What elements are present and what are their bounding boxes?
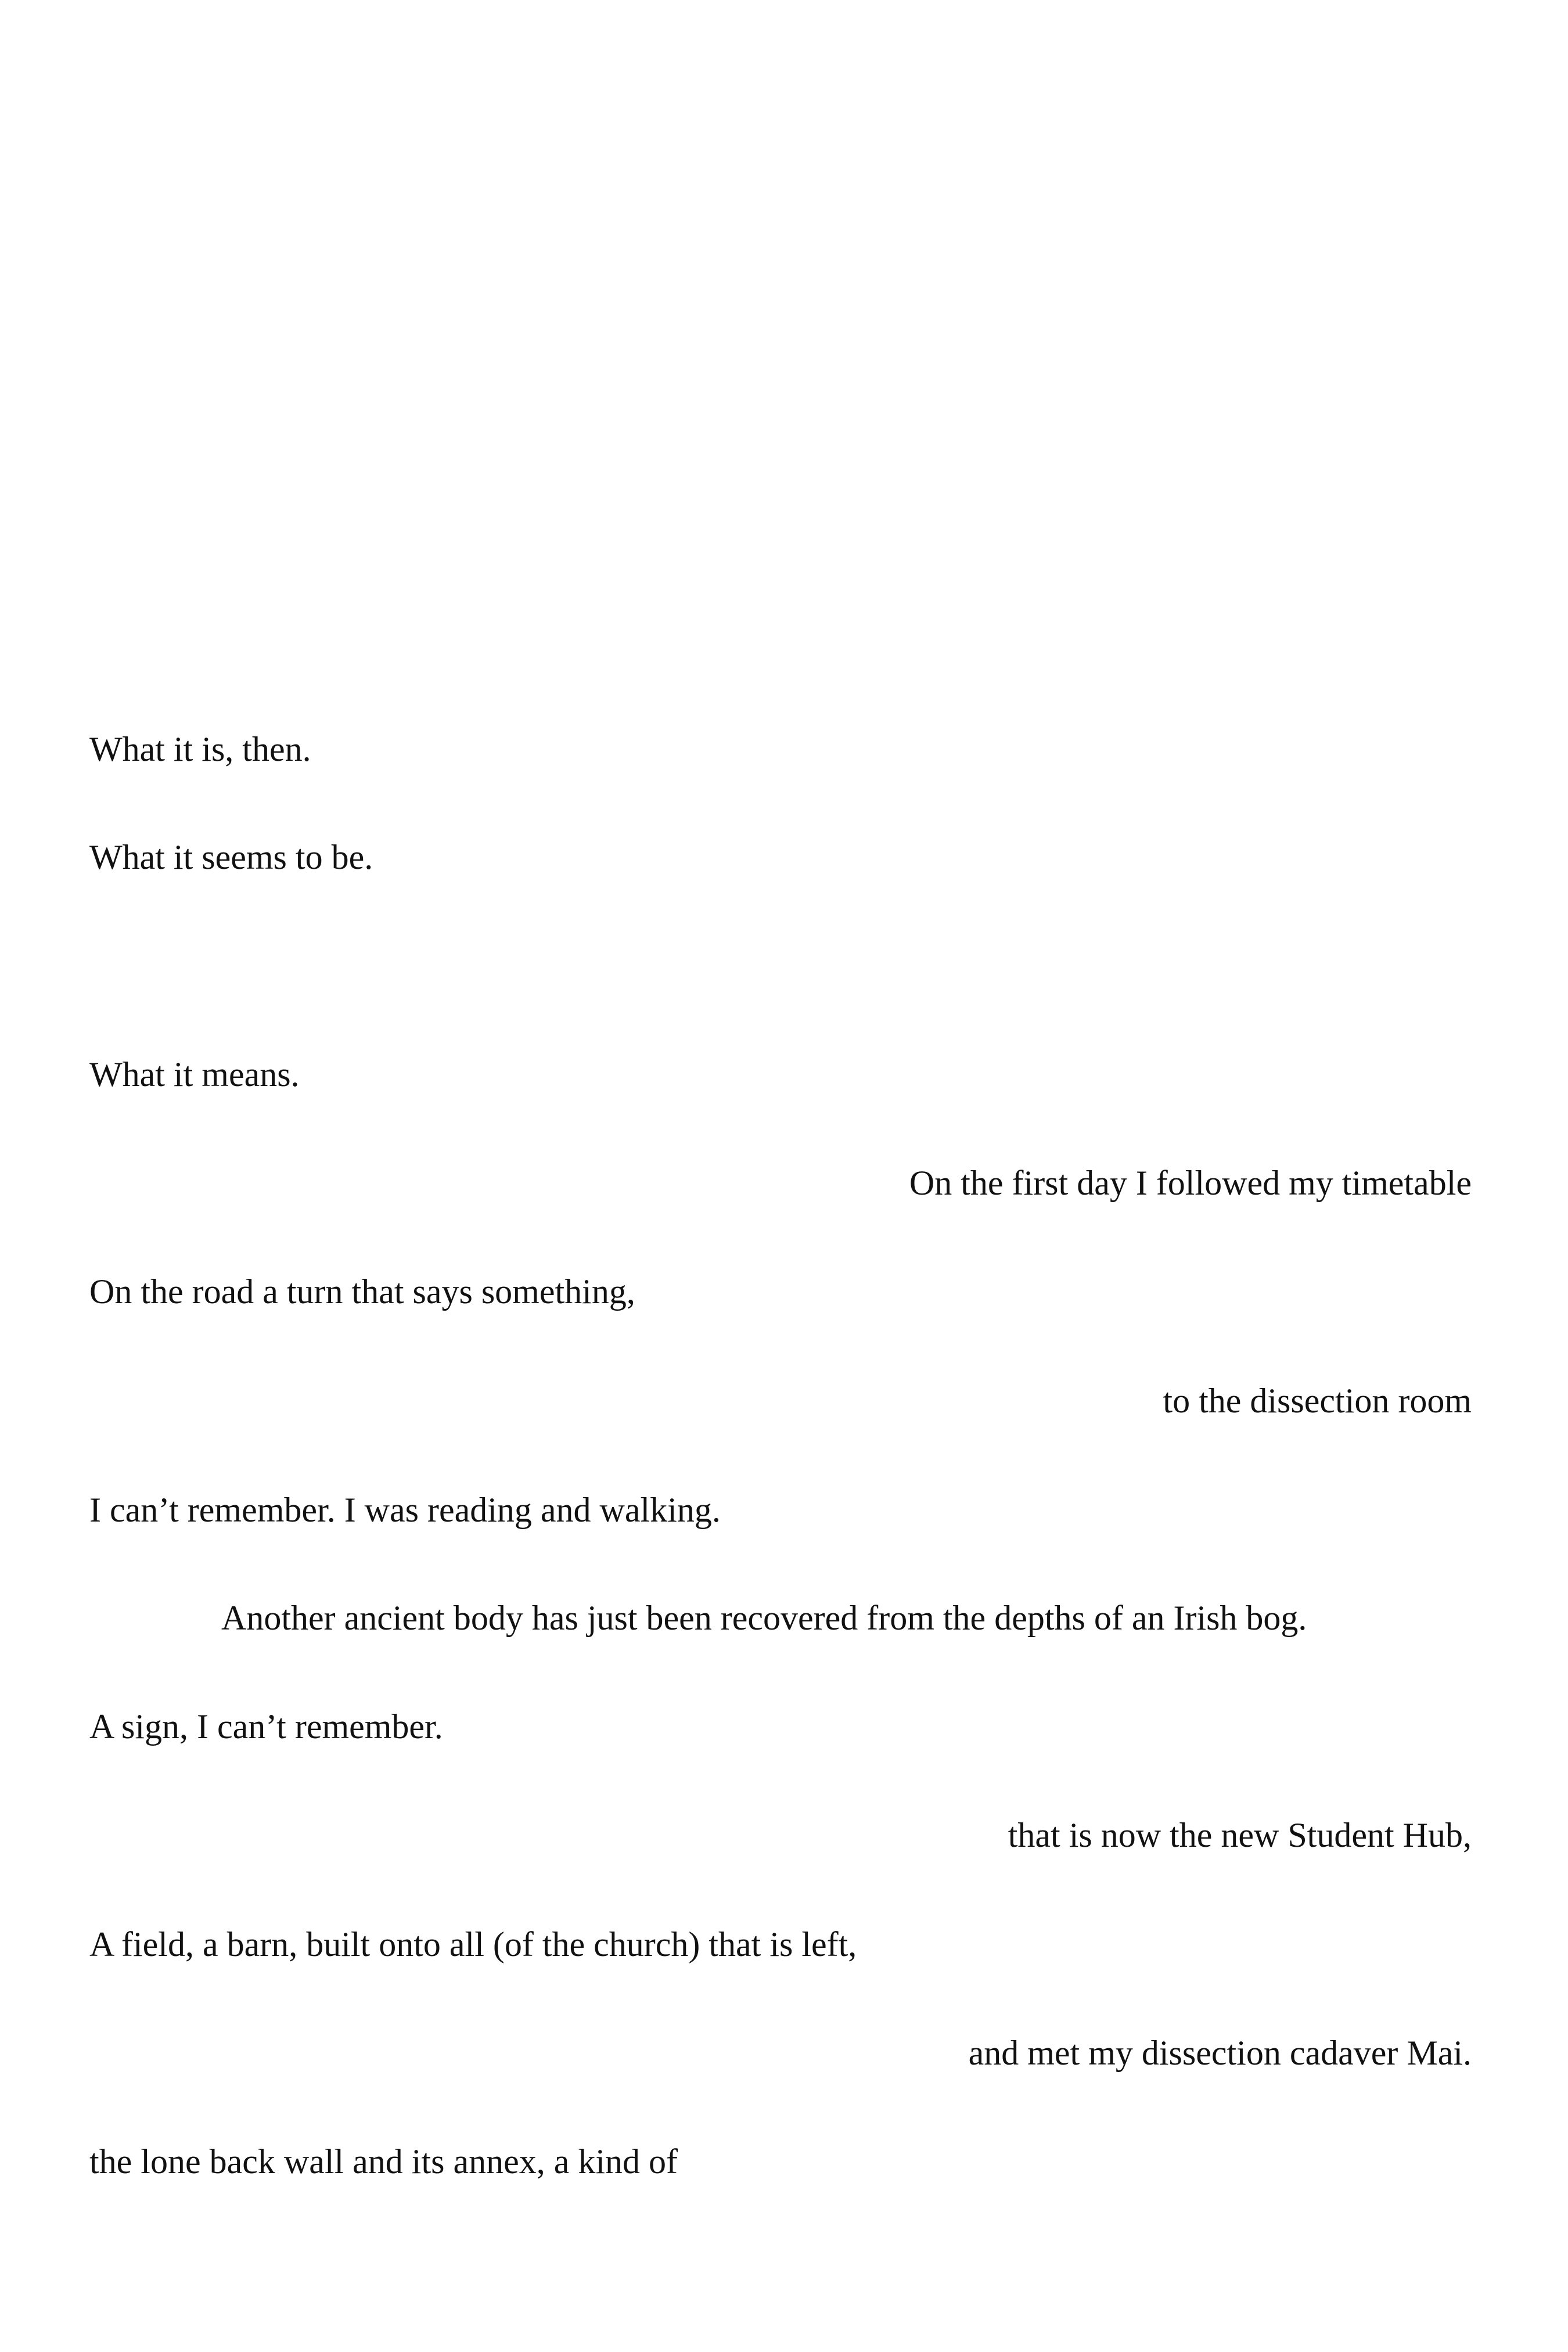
poem-line: What it is, then.	[89, 730, 311, 768]
poem-line: A field, a barn, built onto all (of the church) that is left,	[89, 1925, 857, 1963]
poem-line: the lone back wall and its annex, a kind of	[89, 2142, 678, 2181]
poem-line: What it means.	[89, 1055, 300, 1094]
poem-line: On the road a turn that says something,	[89, 1272, 635, 1311]
poem-line: that is now the new Student Hub,	[1008, 1816, 1472, 1854]
poem-line: to the dissection room	[1163, 1382, 1472, 1420]
poem-line: A sign, I can’t remember.	[89, 1707, 443, 1746]
poem-line: I can’t remember. I was reading and walking.	[89, 1491, 721, 1529]
poem-line: What it seems to be.	[89, 838, 373, 876]
poem-line: On the first day I followed my timetable	[909, 1164, 1472, 1202]
poem-line: and met my dissection cadaver Mai.	[968, 2034, 1472, 2072]
poem-line: Another ancient body has just been recovered from the depths of an Irish bog.	[221, 1599, 1307, 1637]
